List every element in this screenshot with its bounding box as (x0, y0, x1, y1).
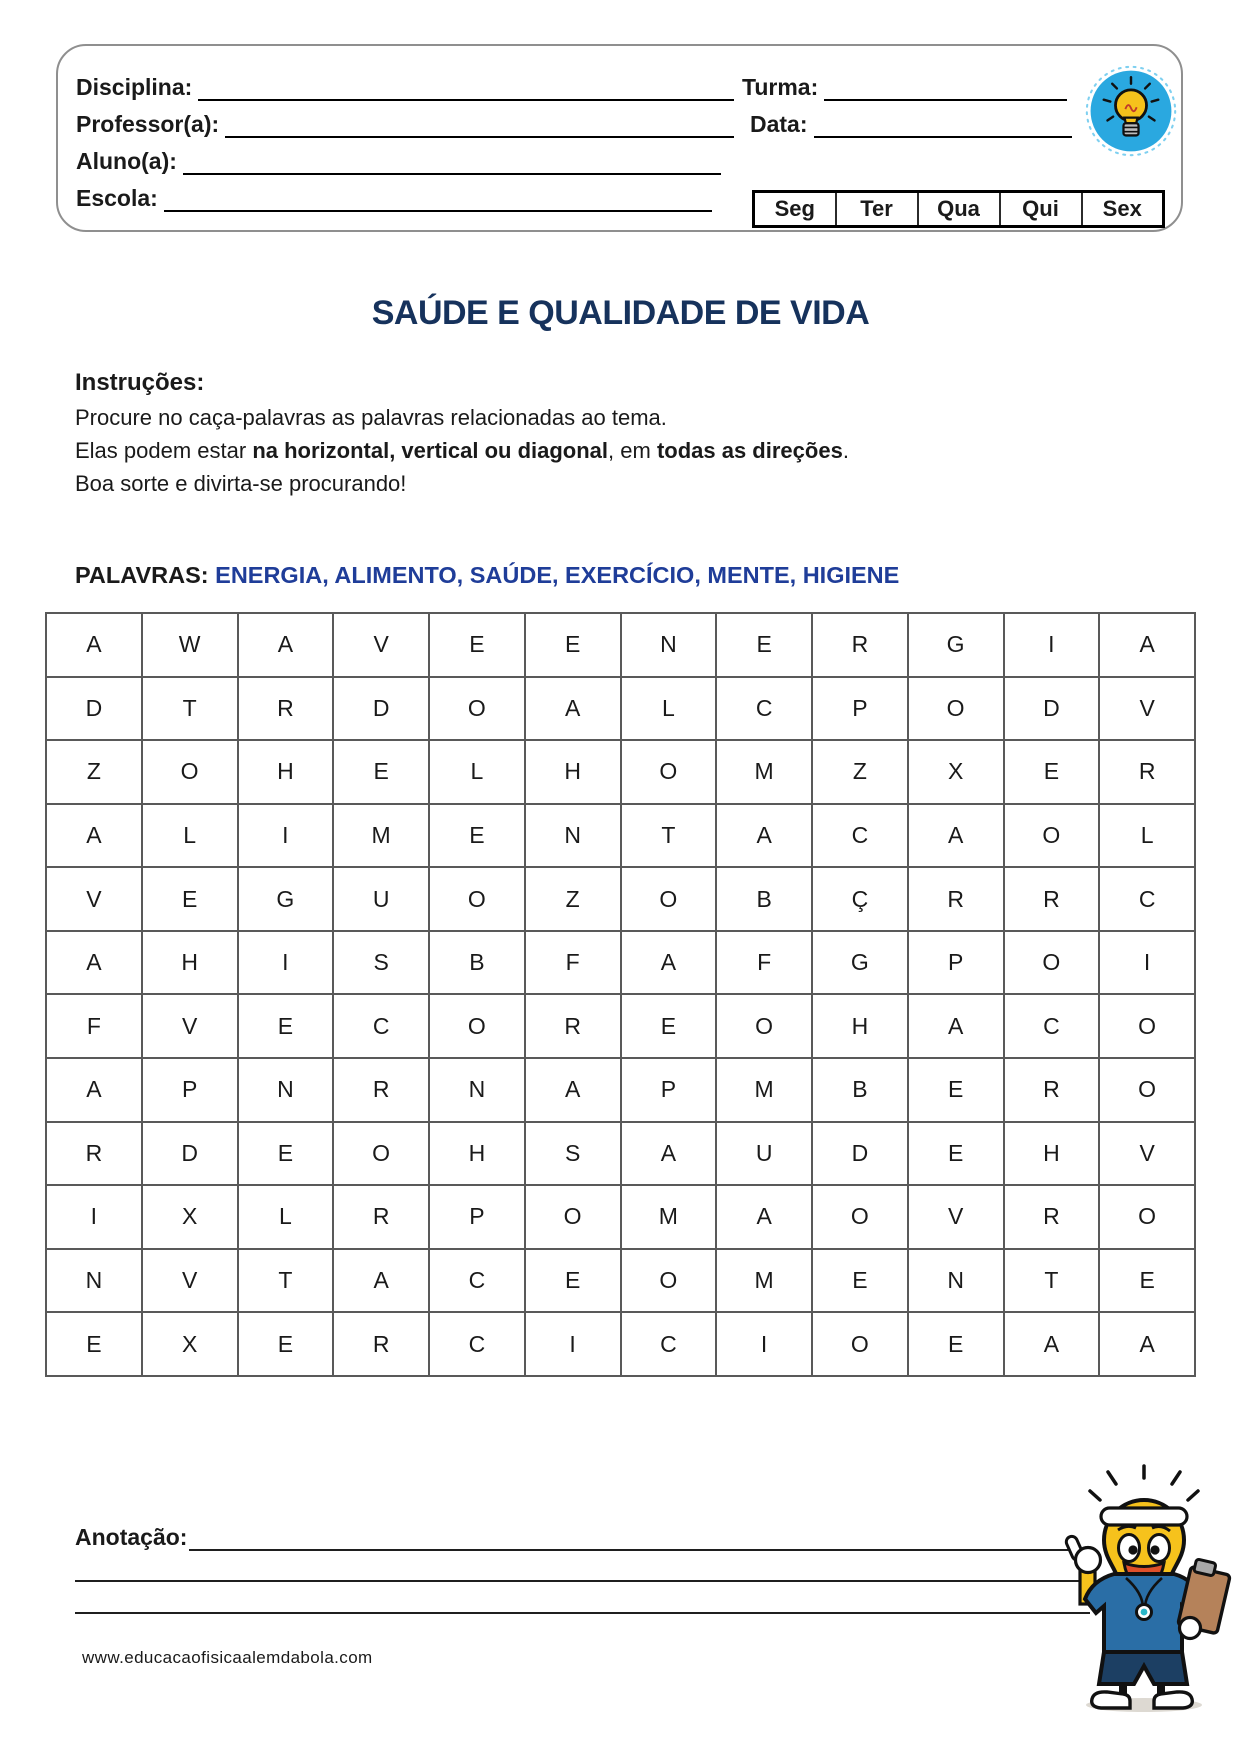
grid-cell: A (716, 804, 812, 868)
grid-cell: E (238, 1312, 334, 1376)
grid-cell: X (142, 1185, 238, 1249)
write-line (164, 206, 712, 212)
grid-cell: H (525, 740, 621, 804)
day-cell: Sex (1082, 192, 1164, 227)
grid-cell: O (621, 740, 717, 804)
grid-cell: L (238, 1185, 334, 1249)
grid-cell: R (333, 1058, 429, 1122)
grid-cell: E (621, 994, 717, 1058)
grid-cell: E (812, 1249, 908, 1313)
grid-cell: R (1004, 1058, 1100, 1122)
grid-cell: C (1099, 867, 1195, 931)
instructions-heading: Instruções: (75, 369, 205, 396)
grid-cell: B (716, 867, 812, 931)
grid-cell: R (333, 1185, 429, 1249)
grid-cell: U (716, 1122, 812, 1186)
word-grid-body (46, 613, 1195, 1376)
grid-cell: R (1004, 867, 1100, 931)
grid-cell: X (908, 740, 1004, 804)
field-disciplina (76, 74, 734, 101)
grid-cell: H (429, 1122, 525, 1186)
grid-cell: O (429, 994, 525, 1058)
grid-cell: N (908, 1249, 1004, 1313)
grid-cell: I (46, 1185, 142, 1249)
grid-cell: N (429, 1058, 525, 1122)
grid-cell: G (238, 867, 334, 931)
grid-row (46, 677, 1195, 741)
grid-cell: G (812, 931, 908, 995)
grid-cell: C (429, 1249, 525, 1313)
grid-cell: O (716, 994, 812, 1058)
field-data-label: Data: (750, 111, 808, 137)
write-line (198, 95, 734, 101)
grid-cell: A (46, 931, 142, 995)
grid-cell: N (238, 1058, 334, 1122)
grid-cell: A (46, 1058, 142, 1122)
grid-cell: E (46, 1312, 142, 1376)
grid-cell: D (1004, 677, 1100, 741)
grid-cell: D (142, 1122, 238, 1186)
grid-cell: O (142, 740, 238, 804)
grid-cell: A (46, 804, 142, 868)
grid-cell: L (621, 677, 717, 741)
instructions-line3: Boa sorte e divirta-se procurando! (75, 471, 407, 496)
grid-cell: P (812, 677, 908, 741)
grid-cell: V (1099, 1122, 1195, 1186)
grid-cell: E (429, 804, 525, 868)
grid-cell: I (1004, 613, 1100, 677)
grid-cell: A (716, 1185, 812, 1249)
grid-cell: A (1099, 613, 1195, 677)
grid-cell: A (908, 804, 1004, 868)
grid-cell: E (429, 613, 525, 677)
grid-cell: C (1004, 994, 1100, 1058)
grid-cell: E (525, 613, 621, 677)
grid-cell: V (142, 1249, 238, 1313)
grid-cell: O (621, 1249, 717, 1313)
grid-row (46, 804, 1195, 868)
instructions-line2-mid: , em (608, 438, 657, 463)
grid-cell: I (238, 804, 334, 868)
field-aluno (76, 148, 721, 175)
words-list: ENERGIA, ALIMENTO, SAÚDE, EXERCÍCIO, MENTE, HIGIENE (215, 562, 900, 588)
grid-cell: E (238, 1122, 334, 1186)
instructions-block (75, 366, 849, 500)
grid-cell: I (238, 931, 334, 995)
grid-cell: E (908, 1312, 1004, 1376)
grid-row (46, 994, 1195, 1058)
grid-cell: O (908, 677, 1004, 741)
grid-cell: C (812, 804, 908, 868)
grid-cell: E (1004, 740, 1100, 804)
grid-cell: O (1099, 1185, 1195, 1249)
grid-cell: O (1004, 931, 1100, 995)
grid-cell: O (429, 867, 525, 931)
grid-cell: D (46, 677, 142, 741)
field-professor (76, 111, 734, 138)
grid-cell: I (1099, 931, 1195, 995)
grid-cell: G (908, 613, 1004, 677)
grid-cell: R (46, 1122, 142, 1186)
grid-cell: A (333, 1249, 429, 1313)
grid-cell: A (238, 613, 334, 677)
grid-cell: V (142, 994, 238, 1058)
grid-row (46, 867, 1195, 931)
grid-cell: E (908, 1058, 1004, 1122)
header-box (56, 44, 1183, 232)
mascot-lightbulb-character (1056, 1460, 1234, 1718)
day-cell: Qua (918, 192, 1000, 227)
grid-row (46, 1122, 1195, 1186)
instructions-line2-suffix: . (842, 438, 849, 463)
grid-cell: P (908, 931, 1004, 995)
website-url: www.educacaofisicaalemdabola.com (82, 1648, 373, 1667)
grid-cell: O (812, 1312, 908, 1376)
grid-cell: H (142, 931, 238, 995)
grid-cell: C (429, 1312, 525, 1376)
grid-cell: P (429, 1185, 525, 1249)
grid-cell: M (333, 804, 429, 868)
grid-cell: R (525, 994, 621, 1058)
grid-row (46, 1249, 1195, 1313)
field-aluno-label: Aluno(a): (76, 148, 177, 174)
grid-cell: R (812, 613, 908, 677)
instructions-line1: Procure no caça-palavras as palavras relacionadas ao tema. (75, 405, 667, 430)
grid-cell: T (238, 1249, 334, 1313)
notes-field (75, 1524, 1090, 1551)
grid-cell: R (908, 867, 1004, 931)
notes-label: Anotação: (75, 1524, 188, 1550)
grid-cell: E (333, 740, 429, 804)
grid-cell: A (908, 994, 1004, 1058)
grid-cell: E (1099, 1249, 1195, 1313)
grid-cell: V (333, 613, 429, 677)
grid-cell: O (525, 1185, 621, 1249)
day-cell: Seg (754, 192, 836, 227)
field-escola (76, 185, 712, 212)
grid-cell: B (429, 931, 525, 995)
grid-cell: T (1004, 1249, 1100, 1313)
grid-cell: A (1099, 1312, 1195, 1376)
write-line (75, 1608, 1090, 1614)
grid-cell: O (812, 1185, 908, 1249)
write-line (75, 1576, 1090, 1582)
days-row (754, 192, 1164, 227)
grid-cell: N (525, 804, 621, 868)
words-line (75, 562, 899, 589)
field-escola-label: Escola: (76, 185, 158, 211)
grid-cell: H (1004, 1122, 1100, 1186)
grid-cell: E (525, 1249, 621, 1313)
grid-cell: I (716, 1312, 812, 1376)
page-title: SAÚDE E QUALIDADE DE VIDA (371, 294, 870, 332)
grid-cell: M (716, 1249, 812, 1313)
grid-cell: S (525, 1122, 621, 1186)
grid-cell: F (525, 931, 621, 995)
grid-cell: X (142, 1312, 238, 1376)
grid-cell: S (333, 931, 429, 995)
field-disciplina-label: Disciplina: (76, 74, 193, 100)
grid-cell: E (716, 613, 812, 677)
field-turma (742, 74, 1067, 101)
grid-cell: A (46, 613, 142, 677)
day-cell: Ter (836, 192, 918, 227)
grid-cell: F (46, 994, 142, 1058)
grid-cell: E (238, 994, 334, 1058)
grid-row (46, 740, 1195, 804)
grid-row (46, 931, 1195, 995)
grid-cell: R (1099, 740, 1195, 804)
grid-cell: P (142, 1058, 238, 1122)
grid-row (46, 1185, 1195, 1249)
grid-cell: O (621, 867, 717, 931)
grid-cell: M (716, 740, 812, 804)
instructions-line2-bold1: na horizontal, vertical ou diagonal (252, 438, 609, 463)
grid-cell: E (908, 1122, 1004, 1186)
grid-cell: A (621, 1122, 717, 1186)
grid-cell: R (238, 677, 334, 741)
grid-cell: M (621, 1185, 717, 1249)
grid-cell: F (716, 931, 812, 995)
grid-cell: Z (525, 867, 621, 931)
grid-cell: L (429, 740, 525, 804)
write-line (814, 132, 1072, 138)
grid-cell: Z (812, 740, 908, 804)
grid-cell: O (1099, 994, 1195, 1058)
word-grid (45, 612, 1196, 1377)
grid-cell: N (621, 613, 717, 677)
grid-cell: E (142, 867, 238, 931)
grid-cell: V (1099, 677, 1195, 741)
grid-cell: L (142, 804, 238, 868)
grid-cell: O (1004, 804, 1100, 868)
write-line (189, 1545, 1090, 1551)
instructions-line2-prefix: Elas podem estar (75, 438, 253, 463)
grid-cell: T (142, 677, 238, 741)
grid-cell: P (621, 1058, 717, 1122)
grid-cell: V (46, 867, 142, 931)
words-label: PALAVRAS: (75, 562, 209, 588)
grid-cell: C (621, 1312, 717, 1376)
grid-cell: I (525, 1312, 621, 1376)
grid-row (46, 613, 1195, 677)
lightbulb-badge-icon (1084, 64, 1178, 158)
grid-cell: A (1004, 1312, 1100, 1376)
grid-cell: A (525, 677, 621, 741)
field-turma-label: Turma: (742, 74, 819, 100)
grid-cell: W (142, 613, 238, 677)
grid-cell: D (333, 677, 429, 741)
grid-cell: R (333, 1312, 429, 1376)
grid-cell: N (46, 1249, 142, 1313)
grid-cell: B (812, 1058, 908, 1122)
write-line (225, 132, 734, 138)
instructions-line2-bold2: todas as direções (656, 438, 843, 463)
grid-cell: U (333, 867, 429, 931)
grid-cell: A (525, 1058, 621, 1122)
grid-cell: Ç (812, 867, 908, 931)
grid-cell: O (333, 1122, 429, 1186)
field-professor-label: Professor(a): (76, 111, 220, 137)
grid-cell: O (1099, 1058, 1195, 1122)
grid-row (46, 1312, 1195, 1376)
field-data (750, 111, 1072, 138)
grid-cell: M (716, 1058, 812, 1122)
grid-cell: H (238, 740, 334, 804)
day-cell: Qui (1000, 192, 1082, 227)
instructions-line2 (75, 434, 849, 467)
grid-cell: R (1004, 1185, 1100, 1249)
grid-cell: Z (46, 740, 142, 804)
grid-cell: O (429, 677, 525, 741)
write-line (183, 169, 721, 175)
grid-row (46, 1058, 1195, 1122)
grid-cell: T (621, 804, 717, 868)
grid-cell: A (621, 931, 717, 995)
grid-cell: D (812, 1122, 908, 1186)
weekdays-table (752, 190, 1165, 228)
grid-cell: C (716, 677, 812, 741)
grid-cell: V (908, 1185, 1004, 1249)
write-line (824, 95, 1067, 101)
grid-cell: H (812, 994, 908, 1058)
grid-cell: C (333, 994, 429, 1058)
grid-cell: L (1099, 804, 1195, 868)
